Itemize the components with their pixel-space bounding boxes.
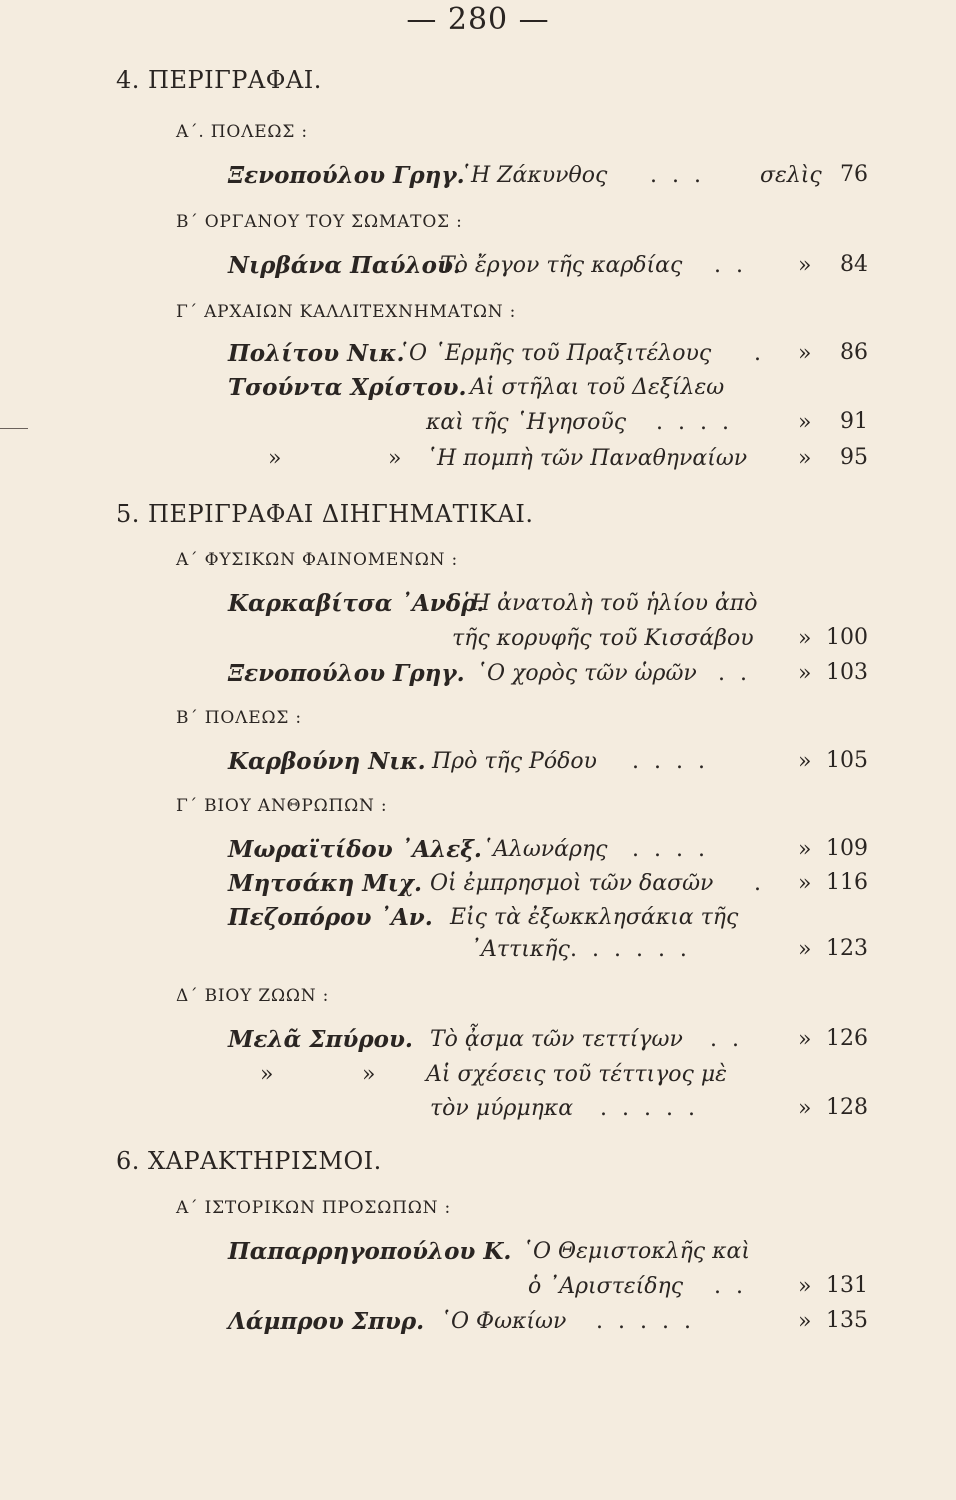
entry-title: ῾Ο χορὸς τῶν ὡρῶν — [476, 661, 697, 686]
entry-author: Νιρβάνα Παύλου. — [228, 252, 461, 279]
entry-title-continuation: τὸν μύρμηκα — [430, 1096, 574, 1121]
entry-page-number: 86 — [840, 340, 868, 365]
entry-author: Μητσάκη Μιχ. — [228, 870, 423, 897]
entry-title: ῾Ο ῾Ερμῆς τοῦ Πραξιτέλους — [398, 341, 712, 366]
entry-page-ref: σελὶς — [760, 163, 822, 188]
entry-leader-dots: . . — [710, 1027, 743, 1052]
subsection-5b-label: Β΄ ΠΟΛΕΩΣ : — [176, 708, 302, 728]
ditto-mark: » — [362, 1062, 376, 1087]
entry-title: Τὸ ᾆσμα τῶν τεττίγων — [430, 1027, 683, 1052]
entry-author: Τσούντα Χρίστου. — [228, 374, 467, 401]
entry-leader-dots: . — [754, 871, 765, 896]
entry-page-number: 109 — [826, 836, 868, 861]
subsection-5a-label: Α΄ ΦΥΣΙΚΩΝ ΦΑΙΝΟΜΕΝΩΝ : — [176, 550, 459, 570]
entry-page-ref: » — [798, 410, 812, 435]
entry-page-number: 116 — [826, 870, 868, 895]
entry-author: Ξενοπούλου Γρηγ. — [228, 162, 465, 189]
entry-title: ῾Αλωνάρης — [482, 837, 608, 862]
entry-title: ῾Η Ζάκυνθος — [460, 163, 608, 188]
entry-title: Τὸ ἔργον τῆς καρδίας — [440, 253, 683, 278]
entry-page-number: 131 — [826, 1273, 868, 1298]
entry-title: ῾Ο Θεμιστοκλῆς καὶ — [522, 1239, 751, 1264]
ditto-mark: » — [268, 446, 282, 471]
section-4-heading: 4. ΠΕΡΙΓΡΑΦΑΙ. — [116, 66, 322, 94]
entry-title: ῾Ο Φωκίων — [440, 1309, 567, 1334]
entry-page-number: 76 — [840, 162, 868, 187]
entry-leader-dots: . . . . . . — [570, 937, 691, 962]
subsection-5d-label: Δ΄ ΒΙΟΥ ΖΩΩΝ : — [176, 986, 330, 1006]
subsection-4a-label: Α΄. ΠΟΛΕΩΣ : — [176, 122, 308, 142]
entry-page-ref: » — [798, 1027, 812, 1052]
entry-leader-dots: . . . . . — [596, 1309, 695, 1334]
entry-page-ref: » — [798, 1274, 812, 1299]
entry-leader-dots: . . . . — [632, 837, 709, 862]
entry-author: Καρκαβίτσα ᾿Ανδρ. — [228, 590, 485, 617]
section-6-heading: 6. ΧΑΡΑΚΤΗΡΙΣΜΟΙ. — [116, 1147, 382, 1175]
entry-leader-dots: . . . — [650, 163, 705, 188]
subsection-5c-label: Γ΄ ΒΙΟΥ ΑΝΘΡΩΠΩΝ : — [176, 796, 388, 816]
entry-title: Αἱ σχέσεις τοῦ τέττιγος μὲ — [426, 1062, 727, 1087]
entry-page-ref: » — [798, 253, 812, 278]
entry-title: Εἰς τὰ ἐξωκκλησάκια τῆς — [450, 905, 739, 930]
entry-leader-dots: . . — [718, 661, 751, 686]
entry-author: Μωραϊτίδου ᾿Αλεξ. — [228, 836, 482, 863]
entry-title: Πρὸ τῆς Ρόδου — [432, 749, 597, 774]
entry-page-number: 103 — [826, 660, 868, 685]
entry-author: Μελᾶ Σπύρου. — [228, 1026, 413, 1053]
entry-leader-dots: . . . . — [656, 410, 733, 435]
page-edge-mark — [0, 428, 28, 429]
entry-page-ref: » — [798, 937, 812, 962]
entry-author: Καρβούνη Νικ. — [228, 748, 426, 775]
subsection-6a-label: Α΄ ΙΣΤΟΡΙΚΩΝ ΠΡΟΣΩΠΩΝ : — [176, 1198, 452, 1218]
entry-title-continuation: τῆς κορυφῆς τοῦ Κισσάβου — [452, 626, 754, 651]
entry-page-number: 123 — [826, 936, 868, 961]
entry-page-number: 126 — [826, 1026, 868, 1051]
subsection-4c-label: Γ΄ ΑΡΧΑΙΩΝ ΚΑΛΛΙΤΕΧΝΗΜΑΤΩΝ : — [176, 302, 517, 322]
entry-page-ref: » — [798, 749, 812, 774]
entry-page-ref: » — [798, 626, 812, 651]
entry-page-ref: » — [798, 871, 812, 896]
section-5-heading: 5. ΠΕΡΙΓΡΑΦΑΙ ΔΙΗΓΗΜΑΤΙΚΑΙ. — [116, 500, 534, 528]
entry-author: Παπαρρηγοπούλου Κ. — [228, 1238, 512, 1265]
entry-page-ref: » — [798, 1309, 812, 1334]
page-number: — 280 — — [406, 2, 550, 37]
entry-title: ῾Η ἀνατολὴ τοῦ ἡλίου ἀπὸ — [460, 591, 758, 616]
entry-page-ref: » — [798, 446, 812, 471]
entry-leader-dots: . . — [714, 1274, 747, 1299]
entry-leader-dots: . — [754, 341, 765, 366]
entry-title: Οἱ ἐμπρησμοὶ τῶν δασῶν — [430, 871, 714, 896]
entry-page-ref: » — [798, 341, 812, 366]
entry-page-ref: » — [798, 837, 812, 862]
entry-author: Ξενοπούλου Γρηγ. — [228, 660, 465, 687]
entry-author: Πολίτου Νικ. — [228, 340, 405, 367]
entry-page-number: 135 — [826, 1308, 868, 1333]
entry-page-number: 100 — [826, 625, 868, 650]
entry-title-continuation: καὶ τῆς ῾Ηγησοῦς — [426, 410, 627, 435]
entry-page-number: 84 — [840, 252, 868, 277]
entry-author: Πεζοπόρου ᾿Αν. — [228, 904, 433, 931]
entry-leader-dots: . . . . — [632, 749, 709, 774]
entry-leader-dots: . . — [714, 253, 747, 278]
entry-leader-dots: . . . . . — [600, 1096, 699, 1121]
entry-page-ref: » — [798, 661, 812, 686]
entry-page-ref: » — [798, 1096, 812, 1121]
entry-title-continuation: ὁ ᾿Αριστείδης — [528, 1274, 684, 1299]
entry-page-number: 95 — [840, 445, 868, 470]
entry-page-number: 91 — [840, 409, 868, 434]
ditto-mark: » — [388, 446, 402, 471]
subsection-4b-label: Β΄ ΟΡΓΑΝΟΥ ΤΟΥ ΣΩΜΑΤΟΣ : — [176, 212, 463, 232]
entry-author: Λάμπρου Σπυρ. — [228, 1308, 425, 1335]
entry-title: Αἱ στῆλαι τοῦ Δεξίλεω — [470, 375, 725, 400]
ditto-mark: » — [260, 1062, 274, 1087]
entry-page-number: 128 — [826, 1095, 868, 1120]
entry-page-number: 105 — [826, 748, 868, 773]
entry-title: ῾Η πομπὴ τῶν Παναθηναίων — [426, 446, 748, 471]
entry-title-continuation: ᾿Αττικῆς — [470, 937, 570, 962]
